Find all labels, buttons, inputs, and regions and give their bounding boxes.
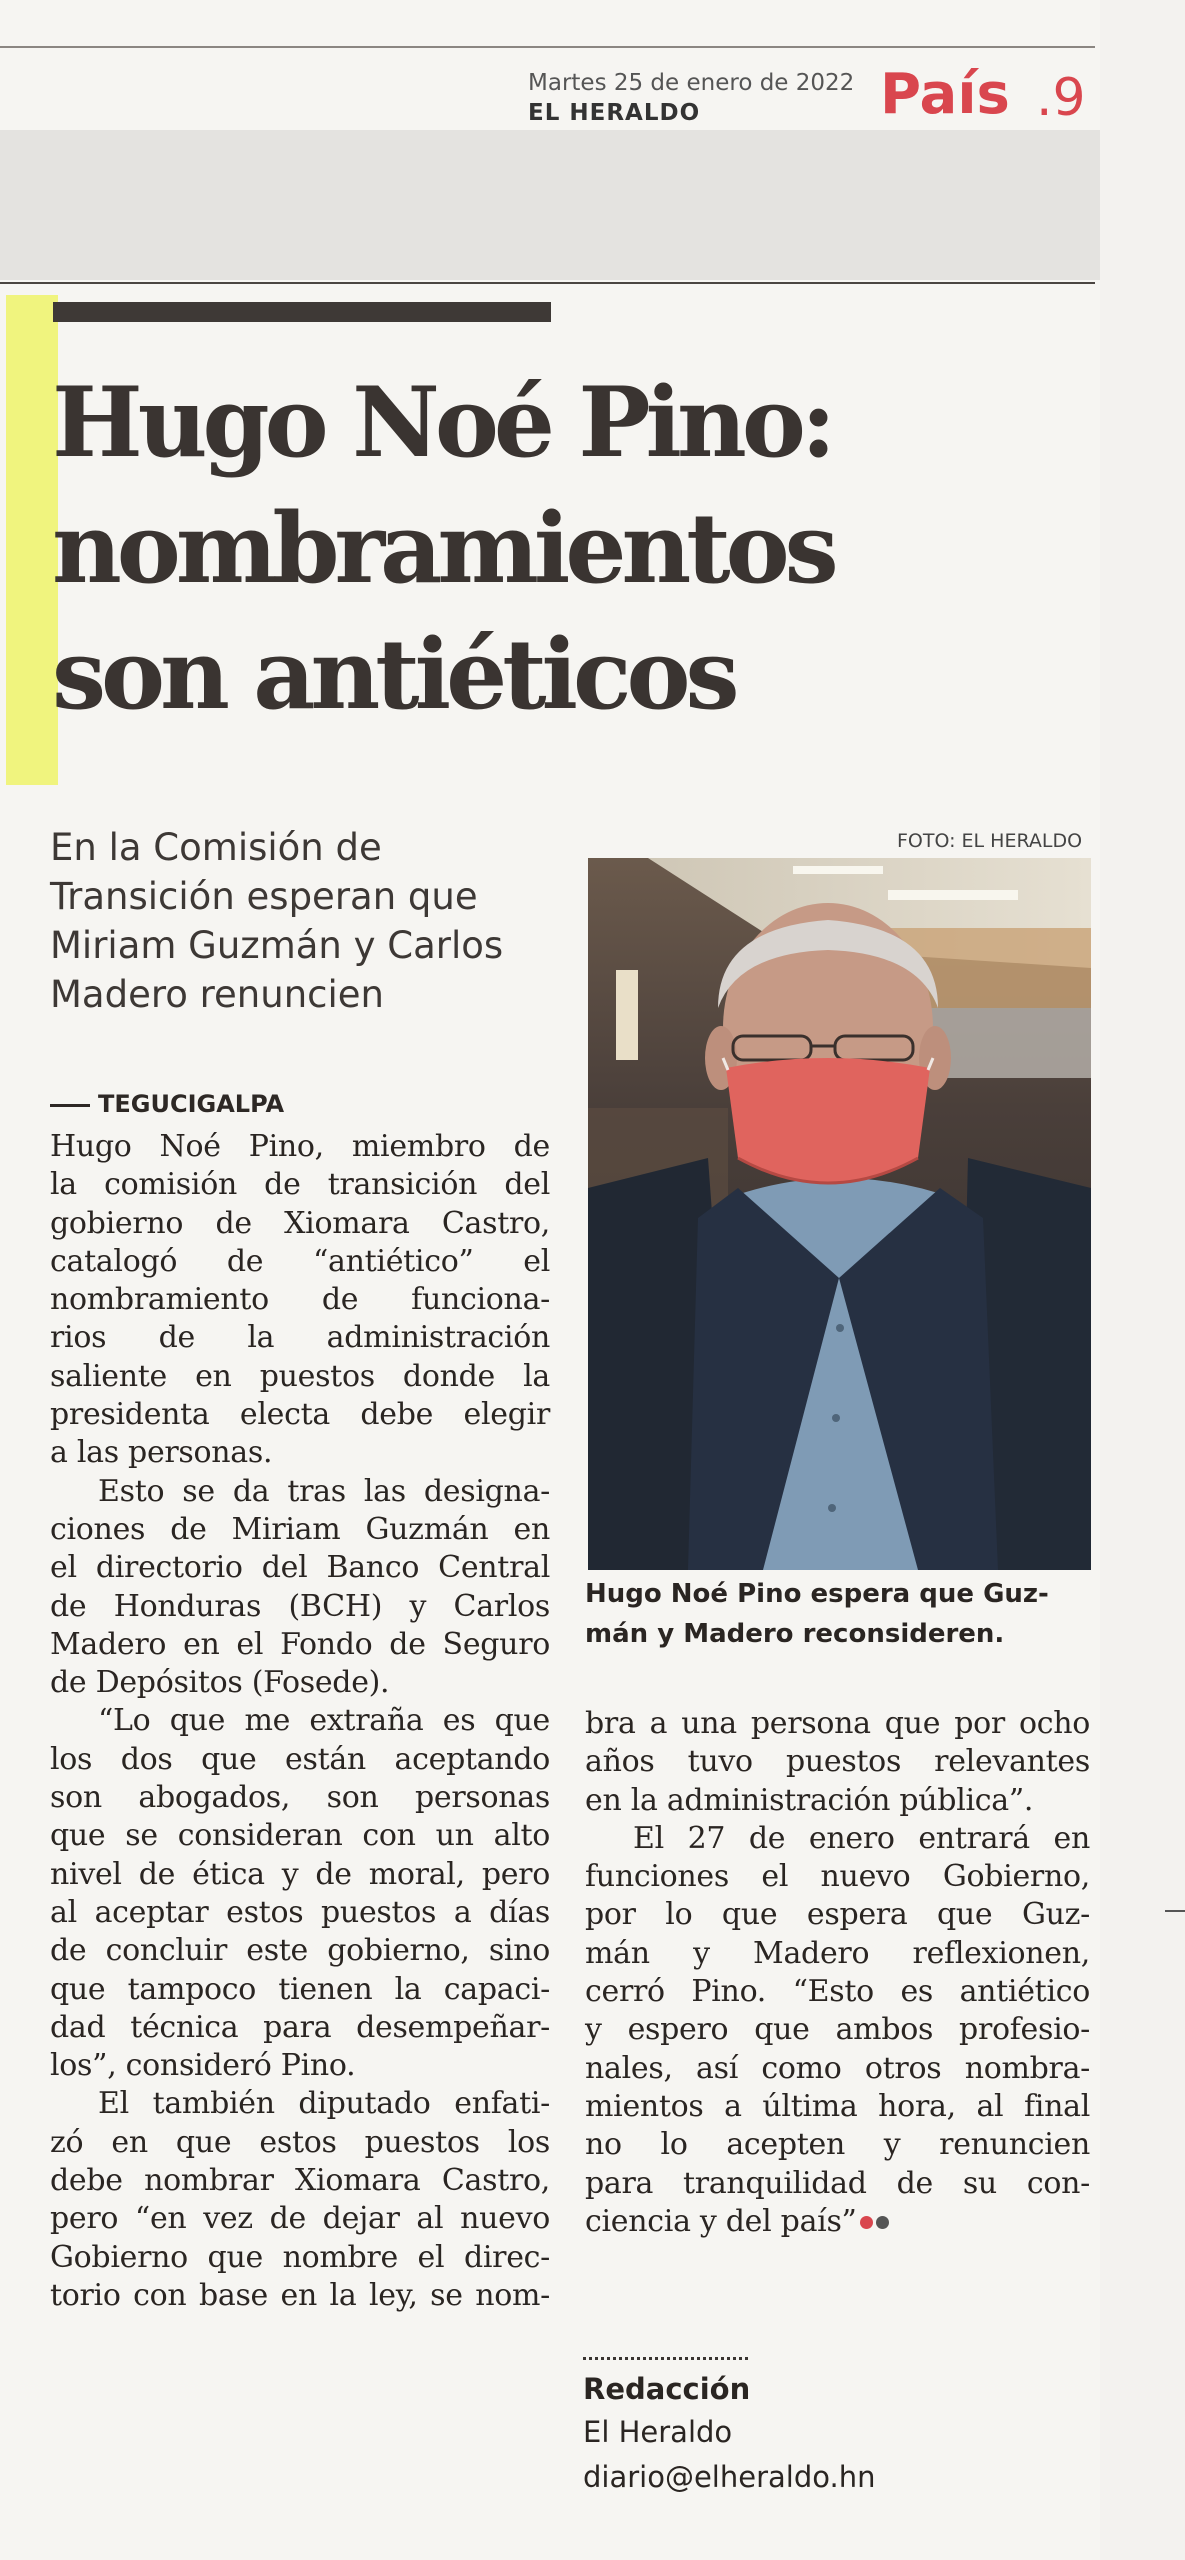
body-line: y espero que ambos profesio- (585, 2012, 1090, 2048)
lede-line: Madero renuncien (50, 973, 384, 1016)
body-line: zó en que estos puestos los (50, 2124, 550, 2160)
body-line: los”, consideró Pino. (50, 2048, 356, 2084)
body-line: rios de la administración (50, 1320, 550, 1356)
body-line: bra a una persona que por ocho (585, 1706, 1090, 1741)
body-line: que tampoco tienen la capaci- (50, 1971, 550, 2007)
header-band (0, 130, 1100, 280)
body-line: cerró Pino. “Esto es antiético (585, 1974, 1090, 2010)
end-mark-icon (860, 2216, 873, 2229)
body-line: para tranquilidad de su con- (585, 2165, 1090, 2201)
headline-line: son antiéticos (52, 618, 735, 731)
body-line: Hugo Noé Pino, miembro de (50, 1129, 550, 1164)
body-line: El 27 de enero entrará en (633, 1820, 1090, 1856)
newspaper-name: EL HERALDO (528, 100, 701, 126)
caption-line: mán y Madero reconsideren. (585, 1619, 1005, 1649)
body-line: debe nombrar Xiomara Castro, (50, 2163, 550, 2199)
body-line: pero “en vez de dejar al nuevo (50, 2201, 550, 2237)
body-line: de concluir este gobierno, sino (50, 1933, 550, 1969)
issue-date: Martes 25 de enero de 2022 (528, 70, 855, 96)
body-line: Gobierno que nombre el direc- (50, 2239, 550, 2275)
body-column-left (50, 1128, 550, 2315)
body-line: nivel de ética y de moral, pero (50, 1856, 550, 1892)
body-line: de Depósitos (Fosede). (50, 1665, 390, 1701)
body-line: en la administración pública”. (585, 1782, 1034, 1818)
dateline-dash (50, 1104, 90, 1107)
body-line: de Honduras (BCH) y Carlos (50, 1588, 550, 1624)
section-name: País (880, 62, 1010, 127)
body-line: nombramiento de funciona- (50, 1282, 550, 1318)
body-line: “Lo que me extraña es que (98, 1703, 550, 1739)
signature-organization: El Heraldo (583, 2415, 733, 2449)
lede-line: En la Comisión de (50, 826, 382, 869)
body-line: El también diputado enfati- (98, 2086, 550, 2122)
body-line: el directorio del Banco Central (50, 1550, 550, 1586)
body-line: torio con base en la ley, se nom- (50, 2277, 550, 2313)
headline-bar (53, 302, 551, 322)
headline-line: Hugo Noé Pino: (52, 366, 832, 479)
body-line: mientos a última hora, al final (585, 2088, 1090, 2124)
lede-line: Miriam Guzmán y Carlos (50, 924, 504, 967)
dateline-text: TEGUCIGALPA (98, 1090, 285, 1118)
body-line: que se consideran con un alto (50, 1818, 550, 1854)
body-line: gobierno de Xiomara Castro, (50, 1205, 550, 1241)
page-margin (1100, 0, 1185, 2560)
body-line: años tuvo puestos relevantes (585, 1744, 1090, 1780)
body-line: la comisión de transición del (50, 1167, 550, 1203)
lede-line: Transición esperan que (50, 875, 478, 918)
margin-tick (1165, 1910, 1185, 1912)
end-mark-icon (876, 2216, 889, 2229)
header-rule (0, 282, 1095, 284)
headline-line: nombramientos (52, 492, 834, 605)
photo-credit: FOTO: EL HERALDO (897, 830, 1083, 852)
body-line: Esto se da tras las designa- (98, 1473, 550, 1509)
body-line: los dos que están aceptando (50, 1741, 550, 1777)
body-line: a las personas. (50, 1435, 273, 1471)
body-line: dad técnica para desempeñar- (50, 2009, 550, 2045)
body-line: mán y Madero reflexionen, (585, 1935, 1090, 1971)
headline (52, 360, 1102, 738)
body-line: Madero en el Fondo de Seguro (50, 1626, 550, 1662)
page-number: .9 (1036, 68, 1086, 128)
signature-email: diario@elheraldo.hn (583, 2460, 876, 2494)
body-line: funciones el nuevo Gobierno, (585, 1859, 1090, 1895)
body-line: por lo que espera que Guz- (585, 1897, 1090, 1933)
body-line: al aceptar estos puestos a días (50, 1894, 550, 1930)
body-line: ciones de Miriam Guzmán en (50, 1511, 550, 1547)
photo-caption (585, 1574, 1095, 1654)
dateline (50, 1090, 284, 1118)
body-line: saliente en puestos donde la (50, 1358, 550, 1394)
body-line: ciencia y del país” (585, 2203, 1090, 2241)
signature-divider (583, 2357, 748, 2360)
body-column-right (585, 1705, 1090, 2241)
body-line: presidenta electa debe elegir (50, 1397, 550, 1433)
signature-role: Redacción (583, 2372, 751, 2406)
caption-line: Hugo Noé Pino espera que Guz- (585, 1579, 1049, 1609)
body-line: catalogó de “antiético” el (50, 1243, 550, 1279)
body-line: nales, así como otros nombra- (585, 2050, 1090, 2086)
portrait-photo-icon (588, 858, 1091, 1570)
lede (50, 823, 570, 1019)
body-line: son abogados, son personas (50, 1780, 550, 1816)
highlighter-mark (6, 295, 58, 785)
body-line: no lo acepten y renuncien (585, 2127, 1090, 2163)
top-rule (0, 46, 1095, 48)
